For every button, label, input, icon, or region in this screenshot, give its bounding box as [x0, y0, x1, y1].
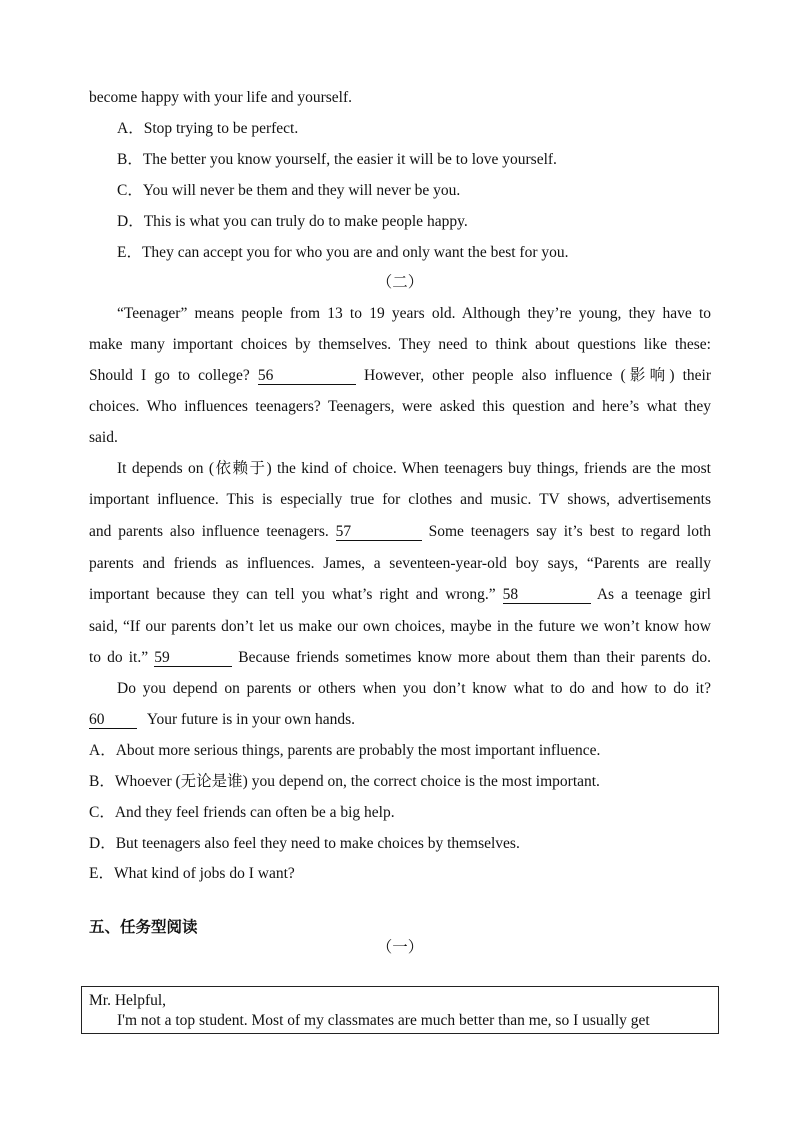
paragraph-line: important influence. This is especially true for clothes and music. TV shows, advertisements: [89, 491, 711, 508]
paragraph-line: said.: [89, 429, 118, 446]
passage-continuation: become happy with your life and yourself.: [89, 89, 352, 106]
paragraph-line: Do you depend on parents or others when you don’t know what to do and how to do it?: [117, 680, 711, 697]
blank-60[interactable]: 60: [89, 711, 137, 729]
option-b: B．The better you know yourself, the easier it will be to love yourself.: [117, 151, 557, 168]
text-segment: Should I go to college?: [89, 367, 250, 384]
paragraph-line-with-blank: [89, 710, 355, 730]
part-label-two: （二）: [376, 274, 424, 291]
paragraph-line: make many important choices by themselves. They need to think about questions like these:: [89, 336, 711, 353]
text-segment: Your future is in your own hands.: [146, 711, 355, 728]
letter-line: I'm not a top student. Most of my classmates are much better than me, so I usually get: [117, 1012, 650, 1029]
paragraph-line-with-blank: [89, 585, 711, 605]
paragraph-line: said, “If our parents don’t let us make our own choices, maybe in the future we won’t know how: [89, 618, 711, 635]
text-segment: and parents also influence teenagers.: [89, 523, 329, 540]
part-label-one: （一）: [376, 939, 424, 956]
paragraph-line-with-blank: [89, 522, 711, 542]
blank-59[interactable]: 59: [154, 649, 232, 667]
paragraph-line: parents and friends as influences. James, a seventeen-year-old boy says, “Parents are really: [89, 555, 711, 572]
paragraph-line: choices. Who influences teenagers? Teenagers, were asked this question and here’s what they: [89, 398, 711, 415]
paragraph-line-with-blank: [89, 648, 711, 668]
text-segment: Because friends sometimes know more about them than their parents do.: [238, 649, 712, 666]
option-d: D．This is what you can truly do to make people happy.: [117, 213, 468, 230]
text-segment: to do it.”: [89, 649, 149, 666]
option-e: E．What kind of jobs do I want?: [89, 865, 295, 882]
option-d: D．But teenagers also feel they need to make choices by themselves.: [89, 835, 520, 852]
option-c: C．You will never be them and they will never be you.: [117, 182, 461, 199]
option-e: E．They can accept you for who you are and only want the best for you.: [117, 244, 569, 261]
paragraph-line-with-blank: [89, 366, 711, 386]
option-b: B．Whoever (无论是谁) you depend on, the correct choice is the most important.: [89, 773, 600, 790]
option-a: A．Stop trying to be perfect.: [117, 120, 299, 137]
text-segment: Some teenagers say it’s best to regard loth: [428, 523, 712, 540]
option-a: A．About more serious things, parents are probably the most important influence.: [89, 742, 601, 759]
paragraph-line: It depends on (依赖于) the kind of choice. When teenagers buy things, friends are the most: [117, 460, 711, 477]
text-segment: important because they can tell you what’s right and wrong.”: [89, 586, 496, 603]
blank-56[interactable]: 56: [258, 367, 356, 385]
text-segment: As a teenage girl: [596, 586, 711, 603]
letter-box: [81, 986, 719, 1034]
paragraph-line: “Teenager” means people from 13 to 19 years old. Although they’re young, they have to: [117, 305, 711, 322]
blank-57[interactable]: 57: [336, 523, 422, 541]
option-c: C．And they feel friends can often be a big help.: [89, 804, 395, 821]
text-segment: However, other people also influence (影响) their: [364, 367, 712, 384]
letter-greeting: Mr. Helpful,: [89, 992, 167, 1009]
blank-58[interactable]: 58: [503, 586, 591, 604]
section-heading: 五、任务型阅读: [89, 918, 198, 936]
